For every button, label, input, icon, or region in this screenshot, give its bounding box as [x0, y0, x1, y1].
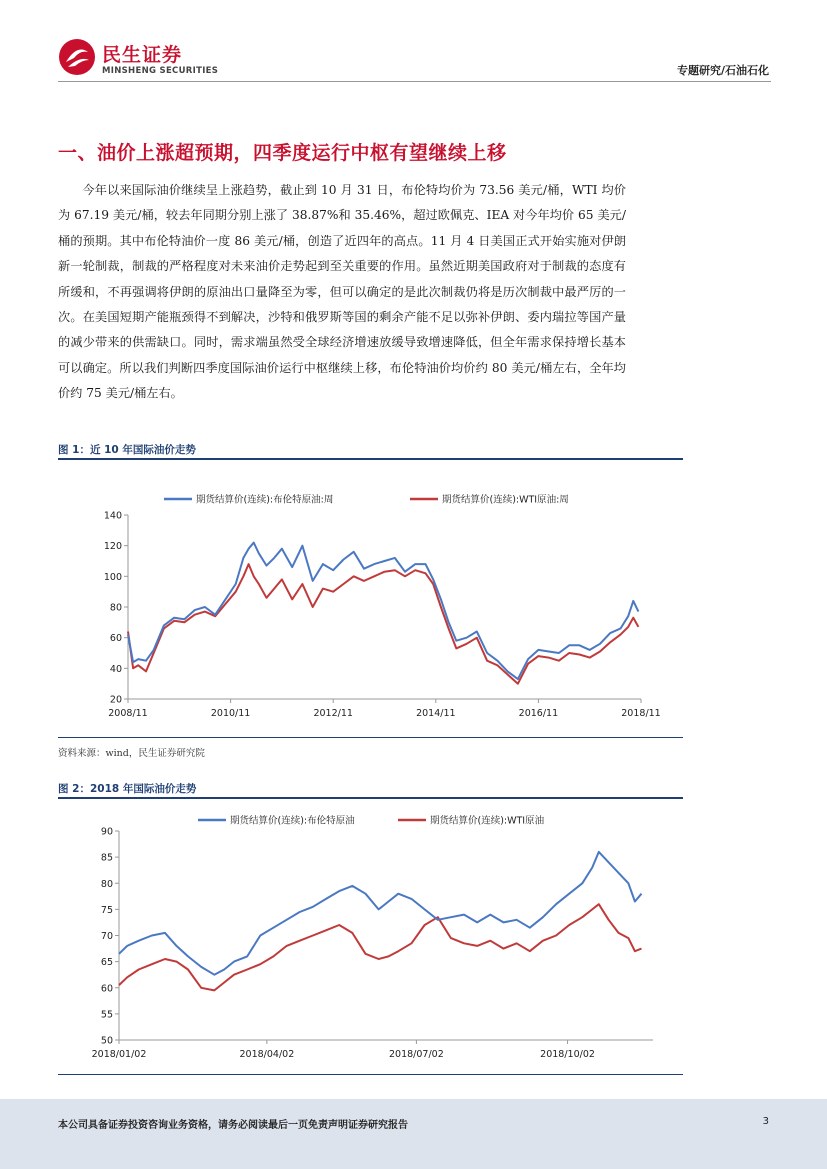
chart1-y-tick-label: 60 — [109, 633, 122, 645]
chart1-y-tick-label: 40 — [109, 663, 122, 675]
chart2-y-tick-label: 75 — [100, 904, 113, 916]
page-number: 3 — [762, 1116, 769, 1127]
figure1-top-rule — [58, 458, 683, 460]
figure1-title: 图 1：近 10 年国际油价走势 — [58, 444, 196, 456]
chart1-x-tick-label: 2012/11 — [313, 708, 353, 719]
document-type: 专题研究/石油石化 — [676, 64, 769, 77]
chart2-y-tick-label: 85 — [100, 852, 113, 864]
section-heading: 一、油价上涨超预期，四季度运行中枢有望继续上移 — [58, 142, 507, 164]
chart2-y-tick-label: 90 — [100, 826, 113, 838]
figure2-chart — [58, 805, 683, 1073]
chart2-series-wti-line — [119, 904, 642, 990]
chart2-x-tick-label: 2018/10/02 — [540, 1049, 595, 1060]
chart1-svg — [58, 472, 683, 728]
chart2-y-tick-label: 80 — [100, 878, 113, 890]
chart2-series-brent-line — [119, 852, 642, 975]
brand-name-cn: 民生证券 — [102, 44, 183, 66]
footer-disclaimer: 本公司具备证券投资咨询业务资格，请务必阅读最后一页免责声明证券研究报告 — [58, 1120, 408, 1131]
chart1-legend-label-brent: 期货结算价(连续):布伦特原油:周 — [196, 494, 334, 506]
chart1-x-tick-label: 2018/11 — [621, 708, 661, 719]
figure2-bottom-rule — [58, 1074, 683, 1075]
chart1-y-tick-label: 20 — [109, 694, 122, 706]
chart2-x-tick-label: 2018/04/02 — [239, 1049, 295, 1060]
chart2-y-tick-label: 50 — [100, 1035, 113, 1047]
chart1-x-tick-label: 2010/11 — [210, 708, 251, 719]
figure1-chart — [58, 472, 683, 732]
figure1-bottom-rule — [58, 737, 683, 738]
header-divider — [58, 81, 771, 82]
chart2-y-tick-label: 65 — [100, 957, 113, 969]
figure2-title: 图 2：2018 年国际油价走势 — [58, 783, 197, 795]
chart1-x-tick-label: 2008/11 — [108, 708, 148, 719]
chart2-y-tick-label: 70 — [100, 931, 113, 942]
chart2-y-tick-label: 55 — [100, 1009, 113, 1021]
body-paragraph: 今年以来国际油价继续呈上涨趋势，截止到 10 月 31 日，布伦特均价为 73.56 美元/桶，WTI 均价为 67.19 美元/桶，较去年同期分别上涨了 38.87%和 35.46%，超过欧佩克、IEA 对今年均价 65 美元/桶的预期。其中布伦特油价一度 86 美元/桶，创造了近四年的高点。11 月 4 日美国正式开始实施对伊朗新一轮制裁，制裁的严格程度对未来油价走势起到至关重要的作用。虽然近期美国政府对于制裁的态度有所缓和，不再强调将伊朗的原油出口量降至为零，但可以确定的是此次制裁仍将是历次制裁中最严厉的一次。在美国短期产能瓶颈得不到解决，沙特和俄罗斯等国的剩余产能不足以弥补伊朗、委内瑞拉等国产量的减少带来的供需缺口。同时，需求端虽然受全球经济增速放缓导致增速降低，但全年需求保持增长基本可以确定。所以我们判断四季度国际油价运行中枢继续上移，布伦特油价均价约 80 美元/桶左右，全年均价约 75 美元/桶左右。 — [58, 183, 626, 401]
chart2-svg — [58, 805, 683, 1069]
chart2-legend-label-wti: 期货结算价(连续):WTI原油 — [430, 815, 545, 827]
chart1-series-wti-line — [128, 564, 638, 684]
chart1-y-tick-label: 80 — [109, 602, 122, 614]
chart1-x-tick-label: 2016/11 — [518, 708, 559, 719]
chart2-legend-label-brent: 期货结算价(连续):布伦特原油 — [230, 815, 355, 827]
minsheng-logo-icon — [58, 38, 96, 76]
chart2-x-tick-label: 2018/07/02 — [389, 1049, 444, 1060]
chart1-y-tick-label: 140 — [103, 510, 122, 522]
brand-name-en: MINSHENG SECURITIES — [102, 66, 219, 76]
chart1-legend-label-wti: 期货结算价(连续):WTI原油:周 — [442, 494, 569, 506]
figure1-source: 资料来源：wind，民生证券研究院 — [58, 748, 205, 759]
footer-band — [0, 1099, 827, 1169]
chart2-x-tick-label: 2018/01/02 — [91, 1049, 147, 1060]
chart1-y-tick-label: 120 — [103, 541, 122, 553]
figure2-top-rule — [58, 797, 683, 799]
chart1-y-tick-label: 100 — [103, 571, 122, 583]
chart1-x-tick-label: 2014/11 — [416, 708, 456, 719]
chart2-y-tick-label: 60 — [100, 983, 113, 995]
